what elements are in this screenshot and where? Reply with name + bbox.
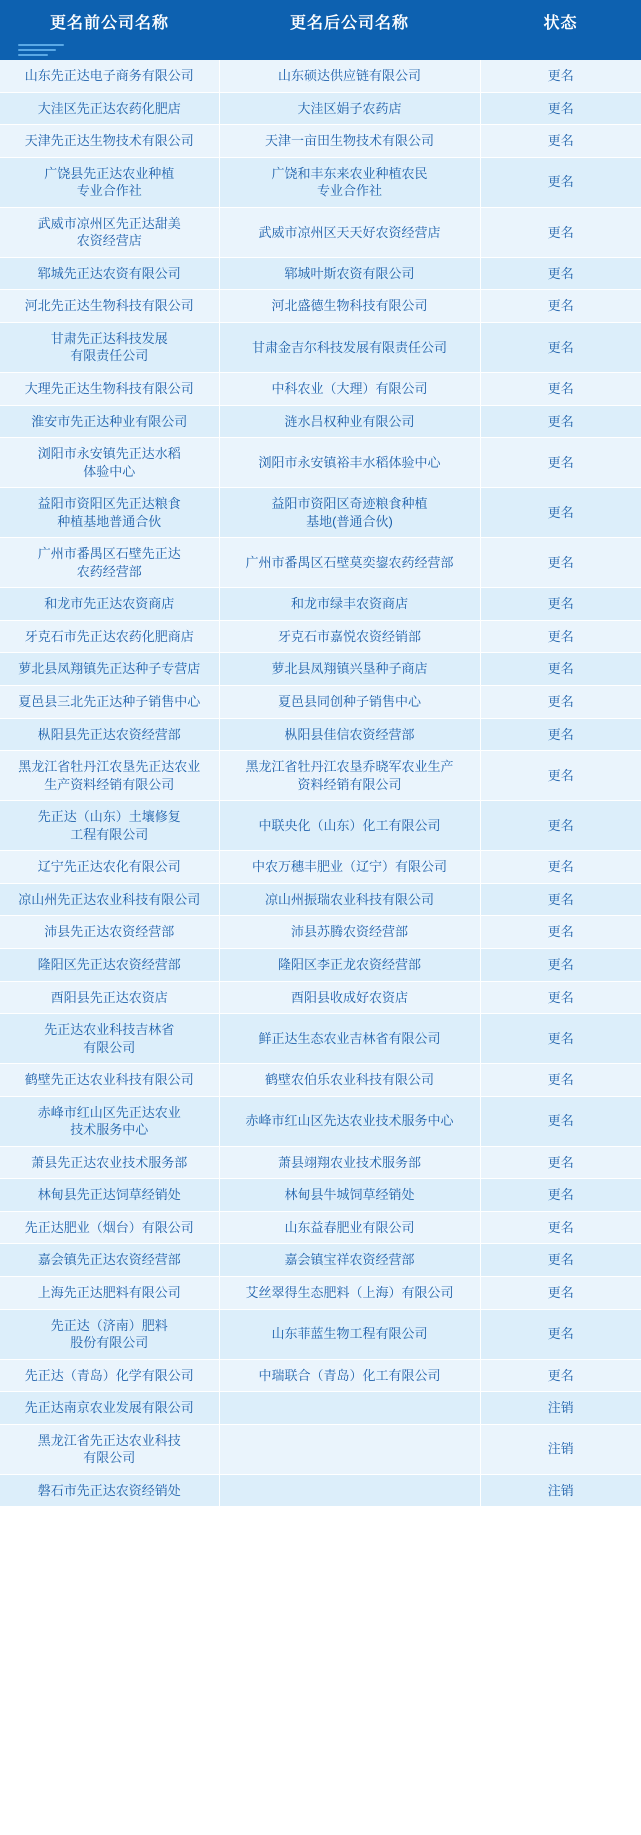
- cell-line: 生产资料经销有限公司: [44, 776, 175, 792]
- cell-company-after: [219, 718, 480, 751]
- cell-company-before: [0, 125, 219, 158]
- cell-company-after: [219, 60, 480, 92]
- cell-company-after: [219, 620, 480, 653]
- cell-line: 凉山州先正达农业科技有限公司: [18, 891, 201, 907]
- cell-line: 浏阳市永安镇先正达水稻: [37, 446, 181, 462]
- cell-status: 更名: [480, 1064, 641, 1097]
- cell-line: 广饶和丰东来农业种植农民: [271, 165, 428, 181]
- table-row: [0, 290, 641, 323]
- cell-status: 更名: [480, 488, 641, 538]
- cell-line: 萝北县凤翔镇先正达种子专营店: [18, 661, 201, 677]
- cell-company-after: [219, 916, 480, 949]
- table-row: [0, 60, 641, 92]
- header-stripe-band: [0, 42, 641, 60]
- cell-company-after: [219, 1211, 480, 1244]
- cell-line: 中联央化（山东）化工有限公司: [258, 817, 441, 833]
- cell-company-after: [219, 125, 480, 158]
- cell-company-after: [219, 1064, 480, 1097]
- cell-line: 嘉会镇宝祥农资经营部: [284, 1252, 415, 1268]
- cell-line: 天津先正达生物技术有限公司: [24, 133, 194, 149]
- cell-line: 中农万穗丰肥业（辽宁）有限公司: [251, 859, 447, 875]
- cell-company-after: [219, 92, 480, 125]
- cell-company-after: [219, 883, 480, 916]
- table-row: [0, 1309, 641, 1359]
- cell-status: 更名: [480, 1244, 641, 1277]
- table-row: [0, 1359, 641, 1392]
- cell-line: 牙克石市嘉悦农资经销部: [277, 628, 421, 644]
- cell-line: 萧县先正达农业技术服务部: [31, 1154, 188, 1170]
- cell-company-before: [0, 405, 219, 438]
- cell-line: 益阳市资阳区先正达粮食: [37, 496, 181, 512]
- column-header-before: 更名前公司名称: [0, 0, 219, 42]
- cell-line: 浏阳市永安镇裕丰水稻体验中心: [258, 454, 441, 470]
- cell-company-after: [219, 322, 480, 372]
- cell-company-after: [219, 751, 480, 801]
- cell-company-before: [0, 686, 219, 719]
- cell-line: 鹤壁农伯乐农业科技有限公司: [264, 1072, 434, 1088]
- cell-line: 广饶县先正达农业种植: [44, 165, 175, 181]
- cell-line: 和龙市绿丰农资商店: [290, 596, 408, 612]
- cell-line: 隆阳区先正达农资经营部: [37, 956, 181, 972]
- cell-company-before: [0, 916, 219, 949]
- cell-status: 更名: [480, 92, 641, 125]
- table-row: [0, 207, 641, 257]
- cell-line: 先正达（济南）肥料: [50, 1317, 168, 1333]
- cell-line: 甘肃金吉尔科技发展有限责任公司: [251, 339, 447, 355]
- cell-company-after: [219, 1392, 480, 1425]
- cell-status: 更名: [480, 883, 641, 916]
- table-row: [0, 588, 641, 621]
- cell-company-before: [0, 92, 219, 125]
- cell-line: 广州市番禺区石壁莫奕鋆农药经营部: [245, 555, 454, 571]
- cell-status: 更名: [480, 1276, 641, 1309]
- cell-company-after: [219, 1096, 480, 1146]
- cell-status: 更名: [480, 588, 641, 621]
- cell-company-after: [219, 373, 480, 406]
- cell-status: 更名: [480, 620, 641, 653]
- cell-company-before: [0, 588, 219, 621]
- cell-company-before: [0, 1309, 219, 1359]
- table-row: [0, 1096, 641, 1146]
- table-row: [0, 157, 641, 207]
- column-header-status: 状态: [480, 0, 641, 42]
- table-body: [0, 60, 641, 1507]
- cell-status: 更名: [480, 1146, 641, 1179]
- cell-company-before: [0, 620, 219, 653]
- cell-line: 磐石市先正达农资经销处: [37, 1482, 181, 1498]
- cell-line: 有限公司: [83, 1450, 136, 1466]
- cell-company-before: [0, 1014, 219, 1064]
- cell-status: 更名: [480, 1309, 641, 1359]
- table-row: [0, 1474, 641, 1507]
- cell-company-before: [0, 1179, 219, 1212]
- cell-status: 更名: [480, 801, 641, 851]
- cell-company-before: [0, 1096, 219, 1146]
- cell-company-after: [219, 1179, 480, 1212]
- cell-status: 更名: [480, 125, 641, 158]
- cell-line: 黑龙江省牡丹江农垦乔晓军农业生产: [245, 759, 454, 775]
- table-row: [0, 620, 641, 653]
- table-row: [0, 1146, 641, 1179]
- cell-line: 鹤壁先正达农业科技有限公司: [24, 1072, 194, 1088]
- cell-company-after: [219, 1146, 480, 1179]
- cell-status: 更名: [480, 1096, 641, 1146]
- cell-status: 更名: [480, 718, 641, 751]
- cell-status: 更名: [480, 60, 641, 92]
- table-row: [0, 1244, 641, 1277]
- cell-status: 更名: [480, 851, 641, 884]
- cell-line: 河北先正达生物科技有限公司: [24, 298, 194, 314]
- cell-line: 专业合作社: [76, 183, 142, 199]
- table-row: [0, 1276, 641, 1309]
- cell-company-before: [0, 801, 219, 851]
- header-decoration-row: [0, 42, 641, 60]
- table-row: [0, 1179, 641, 1212]
- table-row: [0, 686, 641, 719]
- table-row: [0, 948, 641, 981]
- cell-line: 赤峰市红山区先正达农业: [37, 1104, 181, 1120]
- table-row: [0, 883, 641, 916]
- cell-line: 酉阳县先正达农资店: [50, 989, 168, 1005]
- cell-company-after: [219, 538, 480, 588]
- cell-company-after: [219, 1359, 480, 1392]
- cell-company-after: [219, 981, 480, 1014]
- cell-line: 体验中心: [83, 463, 136, 479]
- cell-status: 更名: [480, 373, 641, 406]
- cell-line: 郓城叶斯农资有限公司: [284, 265, 415, 281]
- table-row: [0, 373, 641, 406]
- cell-line: 先正达（山东）土壤修复: [37, 809, 181, 825]
- cell-status: 更名: [480, 981, 641, 1014]
- cell-status: 注销: [480, 1424, 641, 1474]
- cell-company-after: [219, 405, 480, 438]
- table-row: [0, 981, 641, 1014]
- cell-company-before: [0, 653, 219, 686]
- cell-line: 牙克石市先正达农药化肥商店: [24, 628, 194, 644]
- cell-status: 更名: [480, 751, 641, 801]
- cell-line: 和龙市先正达农资商店: [44, 596, 175, 612]
- cell-company-before: [0, 1211, 219, 1244]
- cell-line: 上海先正达肥料有限公司: [37, 1284, 181, 1300]
- table-row: [0, 125, 641, 158]
- cell-status: 更名: [480, 157, 641, 207]
- cell-line: 先正达（青岛）化学有限公司: [24, 1367, 194, 1383]
- cell-line: 山东先正达电子商务有限公司: [24, 68, 194, 83]
- table-header: [0, 0, 641, 60]
- cell-status: 更名: [480, 1179, 641, 1212]
- cell-company-before: [0, 751, 219, 801]
- cell-company-before: [0, 948, 219, 981]
- cell-company-after: [219, 1014, 480, 1064]
- table-row: [0, 538, 641, 588]
- cell-line: 农资经营店: [76, 233, 142, 249]
- cell-line: 种植基地普通合伙: [57, 513, 162, 529]
- cell-line: 隆阳区李正龙农资经营部: [277, 956, 421, 972]
- cell-line: 广州市番禺区石壁先正达: [37, 546, 181, 562]
- cell-line: 基地(普通合伙): [306, 513, 393, 529]
- cell-line: 涟水吕权种业有限公司: [284, 413, 415, 429]
- table-row: [0, 405, 641, 438]
- table-row: [0, 1211, 641, 1244]
- cell-company-before: [0, 322, 219, 372]
- cell-status: 更名: [480, 1359, 641, 1392]
- table-row: [0, 1424, 641, 1474]
- cell-line: 辽宁先正达农化有限公司: [37, 859, 181, 875]
- cell-status: 注销: [480, 1392, 641, 1425]
- cell-line: 资料经销有限公司: [297, 776, 402, 792]
- cell-company-after: [219, 948, 480, 981]
- cell-line: 大洼区娟子农药店: [297, 100, 402, 116]
- cell-company-after: [219, 801, 480, 851]
- cell-status: 更名: [480, 916, 641, 949]
- cell-line: 山东益春肥业有限公司: [284, 1219, 415, 1235]
- cell-company-after: [219, 488, 480, 538]
- cell-line: 技术服务中心: [70, 1122, 149, 1138]
- cell-company-before: [0, 157, 219, 207]
- cell-line: 赤峰市红山区先达农业技术服务中心: [245, 1113, 454, 1129]
- cell-line: 黑龙江省先正达农业科技: [37, 1432, 181, 1448]
- cell-status: 注销: [480, 1474, 641, 1507]
- cell-line: 股份有限公司: [70, 1335, 149, 1351]
- cell-company-before: [0, 538, 219, 588]
- cell-line: 沛县苏腾农资经营部: [290, 924, 408, 940]
- cell-line: 夏邑县三北先正达种子销售中心: [18, 694, 201, 710]
- cell-line: 有限公司: [83, 1039, 136, 1055]
- cell-line: 有限责任公司: [70, 348, 149, 364]
- table-row: [0, 1014, 641, 1064]
- cell-company-before: [0, 290, 219, 323]
- table-row: [0, 916, 641, 949]
- cell-line: 枞阳县佳信农资经营部: [284, 726, 415, 742]
- cell-line: 大理先正达生物科技有限公司: [24, 381, 194, 397]
- cell-company-after: [219, 588, 480, 621]
- cell-company-before: [0, 60, 219, 92]
- cell-line: 先正达农业科技吉林省: [44, 1022, 175, 1038]
- cell-status: 更名: [480, 1014, 641, 1064]
- cell-company-after: [219, 1474, 480, 1507]
- cell-line: 天津一亩田生物技术有限公司: [264, 133, 434, 149]
- cell-company-before: [0, 207, 219, 257]
- table-row: [0, 801, 641, 851]
- cell-company-before: [0, 1064, 219, 1097]
- cell-company-before: [0, 488, 219, 538]
- cell-line: 黑龙江省牡丹江农垦先正达农业: [18, 759, 201, 775]
- cell-status: 更名: [480, 948, 641, 981]
- cell-line: 凉山州振瑞农业科技有限公司: [264, 891, 434, 907]
- cell-line: 夏邑县同创种子销售中心: [277, 694, 421, 710]
- cell-company-after: [219, 207, 480, 257]
- cell-line: 大洼区先正达农药化肥店: [37, 100, 181, 116]
- cell-line: 中科农业（大理）有限公司: [271, 381, 428, 397]
- cell-company-before: [0, 1244, 219, 1277]
- cell-status: 更名: [480, 257, 641, 290]
- cell-status: 更名: [480, 538, 641, 588]
- cell-company-after: [219, 1424, 480, 1474]
- table-row: [0, 488, 641, 538]
- cell-company-before: [0, 438, 219, 488]
- cell-company-before: [0, 1392, 219, 1425]
- cell-company-after: [219, 290, 480, 323]
- cell-company-before: [0, 1474, 219, 1507]
- cell-company-after: [219, 1244, 480, 1277]
- header-row: [0, 0, 641, 42]
- table-row: [0, 1392, 641, 1425]
- cell-status: 更名: [480, 438, 641, 488]
- cell-line: 林甸县先正达饲草经销处: [37, 1187, 181, 1203]
- table-row: [0, 653, 641, 686]
- cell-line: 先正达南京农业发展有限公司: [24, 1400, 194, 1416]
- cell-line: 河北盛德生物科技有限公司: [271, 298, 428, 314]
- cell-status: 更名: [480, 653, 641, 686]
- cell-line: 先正达肥业（烟台）有限公司: [24, 1219, 194, 1235]
- table-row: [0, 751, 641, 801]
- cell-company-after: [219, 257, 480, 290]
- cell-company-before: [0, 1359, 219, 1392]
- cell-company-before: [0, 851, 219, 884]
- cell-line: 沛县先正达农资经营部: [44, 924, 175, 940]
- cell-line: 郓城先正达农资有限公司: [37, 265, 181, 281]
- cell-status: 更名: [480, 207, 641, 257]
- cell-company-after: [219, 438, 480, 488]
- table-row: [0, 851, 641, 884]
- cell-company-after: [219, 851, 480, 884]
- cell-company-after: [219, 686, 480, 719]
- cell-company-before: [0, 257, 219, 290]
- cell-line: 嘉会镇先正达农资经营部: [37, 1252, 181, 1268]
- cell-company-after: [219, 157, 480, 207]
- cell-status: 更名: [480, 290, 641, 323]
- table-row: [0, 438, 641, 488]
- cell-company-before: [0, 1424, 219, 1474]
- table-row: [0, 322, 641, 372]
- table-row: [0, 257, 641, 290]
- cell-line: 酉阳县收成好农资店: [290, 989, 408, 1005]
- cell-line: 中瑞联合（青岛）化工有限公司: [258, 1367, 441, 1383]
- table-row: [0, 1064, 641, 1097]
- cell-company-before: [0, 1276, 219, 1309]
- table-row: [0, 92, 641, 125]
- cell-company-before: [0, 718, 219, 751]
- cell-line: 萧县翊翔农业技术服务部: [277, 1154, 421, 1170]
- cell-line: 枞阳县先正达农资经营部: [37, 726, 181, 742]
- cell-company-after: [219, 653, 480, 686]
- cell-line: 武威市凉州区天天好农资经营店: [258, 224, 441, 240]
- cell-status: 更名: [480, 322, 641, 372]
- cell-line: 林甸县牛城饲草经销处: [284, 1187, 415, 1203]
- cell-status: 更名: [480, 1211, 641, 1244]
- cell-line: 山东硕达供应链有限公司: [277, 68, 421, 83]
- cell-company-before: [0, 1146, 219, 1179]
- cell-company-before: [0, 981, 219, 1014]
- cell-line: 工程有限公司: [70, 826, 149, 842]
- cell-company-before: [0, 883, 219, 916]
- cell-line: 甘肃先正达科技发展: [50, 330, 168, 346]
- cell-line: 艾丝翠得生态肥料（上海）有限公司: [245, 1284, 454, 1300]
- cell-line: 山东菲蓝生物工程有限公司: [271, 1326, 428, 1342]
- cell-status: 更名: [480, 405, 641, 438]
- cell-company-after: [219, 1276, 480, 1309]
- cell-line: 鲜正达生态农业吉林省有限公司: [258, 1030, 441, 1046]
- cell-line: 淮安市先正达种业有限公司: [31, 413, 188, 429]
- cell-status: 更名: [480, 686, 641, 719]
- cell-company-before: [0, 373, 219, 406]
- cell-line: 武威市凉州区先正达甜美: [37, 215, 181, 231]
- cell-line: 益阳市资阳区奇迹粮食种植: [271, 496, 428, 512]
- stripe-lines-icon: [18, 44, 64, 58]
- cell-line: 专业合作社: [316, 183, 382, 199]
- cell-line: 农药经营部: [76, 563, 142, 579]
- cell-company-after: [219, 1309, 480, 1359]
- column-header-after: 更名后公司名称: [219, 0, 480, 42]
- table-row: [0, 718, 641, 751]
- cell-line: 萝北县凤翔镇兴垦种子商店: [271, 661, 428, 677]
